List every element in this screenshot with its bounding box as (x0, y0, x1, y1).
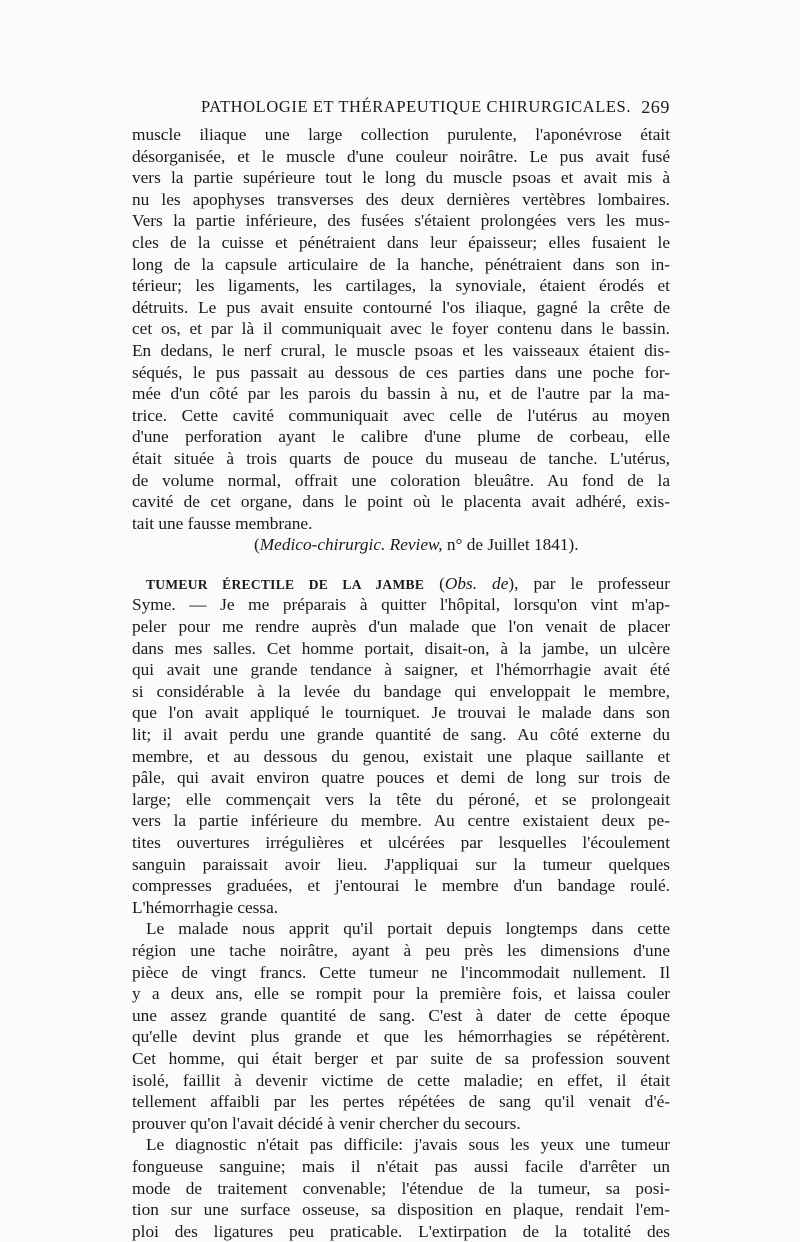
text-line: région une tache noirâtre, ayant à peu près les dimensions d'une (132, 940, 670, 960)
text-line: mée d'un côté par les parois du bassin à nu, et de l'autre par la ma- (132, 384, 670, 404)
text-line: mode de traitement convenable; l'étendue de la tumeur, sa posi- (132, 1178, 670, 1198)
text-line: sanguin paraissait avoir lieu. J'appliquai sur la tumeur quelques (132, 854, 670, 874)
article-heading: TUMEUR ÉRECTILE DE LA JAMBE (146, 576, 425, 592)
text-line: membre, et au dessous du genou, existait une plaque saillante et (132, 746, 670, 766)
text-line: isolé, faillit à devenir victime de cette maladie; en effet, il était (132, 1070, 670, 1090)
text-line: qui avait une grande tendance à saigner, et l'hémorrhagie avait été (132, 660, 670, 680)
text-line: Syme. — Je me préparais à quitter l'hôpital, lorsqu'on vint m'ap- (132, 595, 670, 615)
text-line: large; elle commençait vers la tête du péroné, et se prolongeait (132, 789, 670, 809)
text-line: muscle iliaque une large collection purulente, l'aponévrose était (132, 125, 670, 144)
running-title: PATHOLOGIE ET THÉRAPEUTIQUE CHIRURGICALES. (201, 97, 632, 116)
page-body (132, 124, 670, 1242)
text-line: y a deux ans, elle se rompit pour la première fois, et laissa couler (132, 984, 670, 1004)
article-paragraph-2 (132, 918, 670, 1134)
text-line: nu les apophyses transverses des deux dernières vertèbres lombaires. (132, 189, 670, 209)
text-line: Cet homme, qui était berger et par suite de sa profession souvent (132, 1048, 670, 1068)
text-line: dans mes salles. Cet homme portait, disait-on, à la jambe, un ulcère (132, 638, 670, 658)
article-heading-line: TUMEUR ÉRECTILE DE LA JAMBE (Obs. de), par le professeur (146, 573, 670, 593)
text-line: tites ouvertures irrégulières et ulcérées par lesquelles l'écoulement (132, 833, 670, 852)
article-continuation (132, 124, 670, 534)
journal-title: Medico-chirurgic. Review, (259, 535, 443, 555)
text-line: térieur; les ligaments, les cartilages, la synoviale, étaient érodés et (132, 276, 670, 296)
obs-reference: Obs. de (444, 573, 509, 593)
section-gap (132, 556, 670, 573)
text-line: cles de la cuisse et pénétraient dans leur épaisseur; elles fusaient le (132, 232, 670, 252)
text-line: d'une perforation ayant le calibre d'une plume de corbeau, elle (132, 427, 670, 447)
text-line: Vers la partie inférieure, des fusées s'étaient prolongées vers les mus- (132, 211, 670, 231)
text-line: était située à trois quarts de pouce du museau de tanche. L'utérus, (132, 448, 670, 468)
text-line: cet os, et par là il communiquait avec le foyer contenu dans le bassin. (132, 319, 670, 339)
text-line: compresses graduées, et j'entourai le membre d'un bandage roulé. (132, 876, 670, 896)
text-line: tait une fausse membrane. (132, 513, 313, 533)
text-line: vers la partie supérieure tout le long du muscle psoas et avait mis à (132, 168, 670, 188)
text-line: si considérable à la levée du bandage qui enveloppait le membre, (132, 681, 670, 701)
text-line: Le malade nous apprit qu'il portait depuis longtemps dans cette (146, 919, 670, 939)
text-line: tellement affaibli par les pertes répétées de sang qu'il venait d'é- (132, 1092, 670, 1112)
text-line: lit; il avait perdu une grande quantité de sang. Au côté externe du (132, 725, 670, 745)
text-line: trice. Cette cavité communiquait avec celle de l'utérus au moyen (132, 405, 670, 425)
text-line: que l'on avait appliqué le tourniquet. Je trouvai le malade dans son (132, 703, 670, 723)
text-line: peler pour me rendre auprès d'un malade que l'on venait de placer (132, 617, 670, 637)
text-line: long de la capsule articulaire de la hanche, pénétraient dans son in- (132, 254, 670, 274)
text-line: pâle, qui avait environ quatre pouces et demi de long sur trois de (132, 768, 670, 788)
text-line: pièce de vingt francs. Cette tumeur ne l'incommodait nullement. Il (132, 962, 670, 982)
text-line: fongueuse sanguine; mais il n'était pas aussi facile d'arrêter un (132, 1156, 670, 1176)
running-header (135, 97, 670, 121)
text-line: détruits. Le pus avait ensuite contourné l'os iliaque, gagné la crête de (132, 297, 670, 317)
text-line: qu'elle devint plus grande et que les hémorrhagies se répétèrent. (132, 1027, 670, 1047)
article-paragraph-1 (132, 594, 670, 918)
page-number: 269 (641, 97, 670, 117)
text-line: En dedans, le nerf crural, le muscle psoas et les vaisseaux étaient dis- (132, 340, 670, 360)
text-line: ploi des ligatures peu praticable. L'extirpation de la totalité des (132, 1221, 670, 1241)
text-line: cavité de cet organe, dans le point où le placenta avait adhéré, exis- (132, 492, 670, 512)
text-line: Le diagnostic n'était pas difficile: j'avais sous les yeux une tumeur (146, 1135, 670, 1155)
text-line: séqués, le pus passait au dessous de ces parties dans une poche for- (132, 362, 670, 382)
article-paragraph-3 (132, 1134, 670, 1242)
text-line: de volume normal, offrait une coloration bleuâtre. Au fond de la (132, 470, 670, 490)
text-line: tion sur une surface osseuse, sa disposition en plaque, rendait l'em- (132, 1200, 670, 1220)
text-line: vers la partie inférieure du membre. Au centre existaient deux pe- (132, 811, 670, 831)
citation-line: (Medico-chirurgic. Review, n° de Juillet 1841). (254, 535, 579, 555)
text-line: L'hémorrhagie cessa. (132, 897, 279, 917)
text-line: prouver qu'on l'avait décidé à venir chercher du secours. (132, 1113, 521, 1133)
text-line: désorganisée, et le muscle d'une couleur noirâtre. Le pus avait fusé (132, 146, 670, 166)
text-line: une assez grande quantité de sang. C'est à dater de cette époque (132, 1005, 670, 1025)
